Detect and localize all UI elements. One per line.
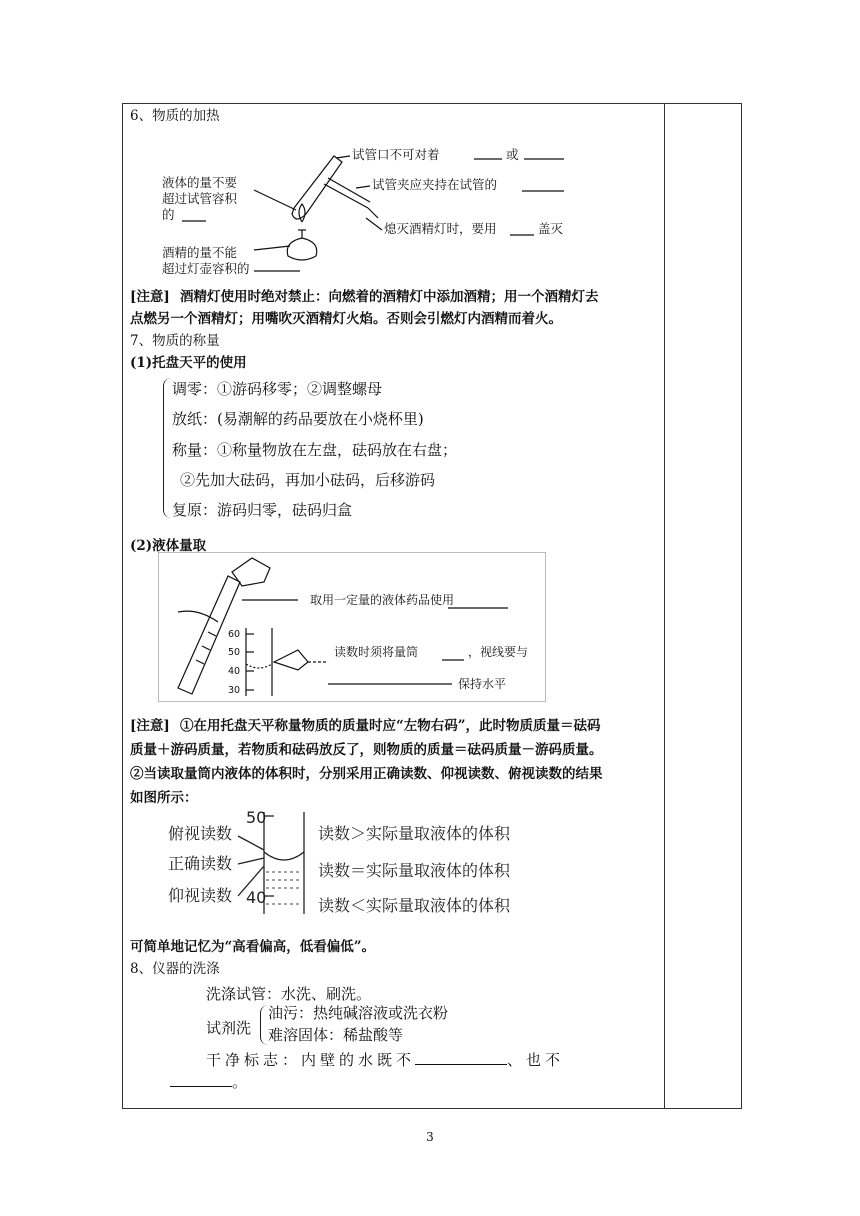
fig-label-or: 或 <box>506 147 519 162</box>
cyl-label-1: 取用一定量的液体药品使用 <box>310 593 455 607</box>
balance-step-3: 称量：①称量物放在左盘，砝码放在右盘； <box>172 441 458 459</box>
read-scale-top: 50 <box>246 808 267 827</box>
tick-40: 40 <box>228 666 241 677</box>
liquid-subtitle: (2)液体量取 <box>130 538 207 554</box>
clean-sign-text: 干净标志：内壁的水既不 <box>206 1051 416 1069</box>
fig-label-clamp: 试管夹应夹持在试管的 <box>372 177 498 192</box>
fig-label-alcohol-1: 酒精的量不能 <box>162 245 238 260</box>
tick-30: 30 <box>228 685 241 696</box>
balance-step-1: 调零：①游码移零；②调整螺母 <box>172 380 383 398</box>
note-label-1: [注意] <box>130 289 170 305</box>
cyl-label-2b: ，视线要与 <box>468 645 529 659</box>
wash-line-1: 洗涤试管：水洗、刷洗。 <box>206 985 372 1003</box>
balance-step-4: ②先加大砝码，再加小砝码，后移游码 <box>180 471 436 489</box>
balance-subtitle: (1)托盘天平的使用 <box>130 355 247 371</box>
note-2-line-3: ②当读取量筒内液体的体积时，分别采用正确读数、仰视读数、俯视读数的结果 <box>130 766 603 782</box>
reading-figure <box>164 806 516 920</box>
note-1-line-2: 点燃另一个酒精灯；用嘴吹灭酒精灯火焰。否则会引燃灯内酒精而着火。 <box>130 311 562 327</box>
fig-label-liquid-3: 的 <box>162 207 175 222</box>
fig-label-liquid-2: 超过试管容积 <box>162 191 238 206</box>
balance-step-5: 复原：游码归零，砝码归盒 <box>172 501 353 519</box>
heating-figure <box>156 138 576 280</box>
read-result-top: 读数＞实际量取液体的体积 <box>318 824 511 843</box>
note-label-2: [注意] <box>130 718 170 734</box>
fig-label-cap: 盖灭 <box>538 221 564 236</box>
wash-solid: 难溶固体：稀盐酸等 <box>268 1026 404 1044</box>
cyl-label-2: 读数时须将量筒 <box>334 645 419 659</box>
fig-label-mouth: 试管口不可对着 <box>352 147 440 162</box>
fig-label-extinguish: 熄灭酒精灯时，要用 <box>384 221 497 236</box>
note-2-line-4: 如图所示： <box>130 790 198 806</box>
clean-sign-line <box>206 1050 564 1070</box>
clean-sign-line-2 <box>170 1072 247 1092</box>
fig-label-alcohol-2: 超过灯壶容积的 <box>162 261 250 276</box>
balance-step-2: 放纸：(易潮解的药品要放在小烧杯里) <box>172 410 424 428</box>
blank-1 <box>415 1050 507 1065</box>
page-number: 3 <box>426 1130 434 1144</box>
note-2-line-2: 质量＋游码质量，若物质和砝码放反了，则物质的质量＝砝码质量－游码质量。 <box>130 742 603 758</box>
memo-line: 可简单地记忆为“高看偏高，低看偏低”。 <box>130 939 376 955</box>
read-label-bottom: 仰视读数 <box>168 886 233 905</box>
clean-sign-end: 。 <box>232 1073 248 1091</box>
cylinder-figure <box>158 552 546 702</box>
read-scale-bottom: 40 <box>246 888 267 907</box>
section-8-title: 8、仪器的洗涤 <box>130 961 220 977</box>
section-6-title: 6、物质的加热 <box>130 108 220 124</box>
read-result-correct: 读数＝实际量取液体的体积 <box>318 861 511 880</box>
wash-grease: 油污：热纯碱溶液或洗衣粉 <box>268 1004 449 1022</box>
note-1-line-1: 酒精灯使用时绝对禁止：向燃着的酒精灯中添加酒精；用一个酒精灯去 <box>180 289 599 305</box>
note-2-line-1: ①在用托盘天平称量物质的质量时应“左物右码”，此时物质质量＝砝码 <box>180 718 601 734</box>
read-label-correct: 正确读数 <box>168 854 233 873</box>
fig-label-liquid-1: 液体的量不要 <box>162 175 238 190</box>
reagent-wash-label: 试剂洗 <box>206 1019 252 1037</box>
section-7-title: 7、物质的称量 <box>130 333 220 349</box>
tick-60: 60 <box>228 629 241 640</box>
tick-50: 50 <box>228 647 241 658</box>
read-label-top: 俯视读数 <box>168 824 233 843</box>
cyl-label-3: 保持水平 <box>458 677 507 691</box>
table-divider <box>664 103 665 1109</box>
read-result-bottom: 读数＜实际量取液体的体积 <box>318 896 511 915</box>
blank-2 <box>170 1072 232 1087</box>
clean-sign-text-2: 、也不 <box>507 1051 565 1069</box>
